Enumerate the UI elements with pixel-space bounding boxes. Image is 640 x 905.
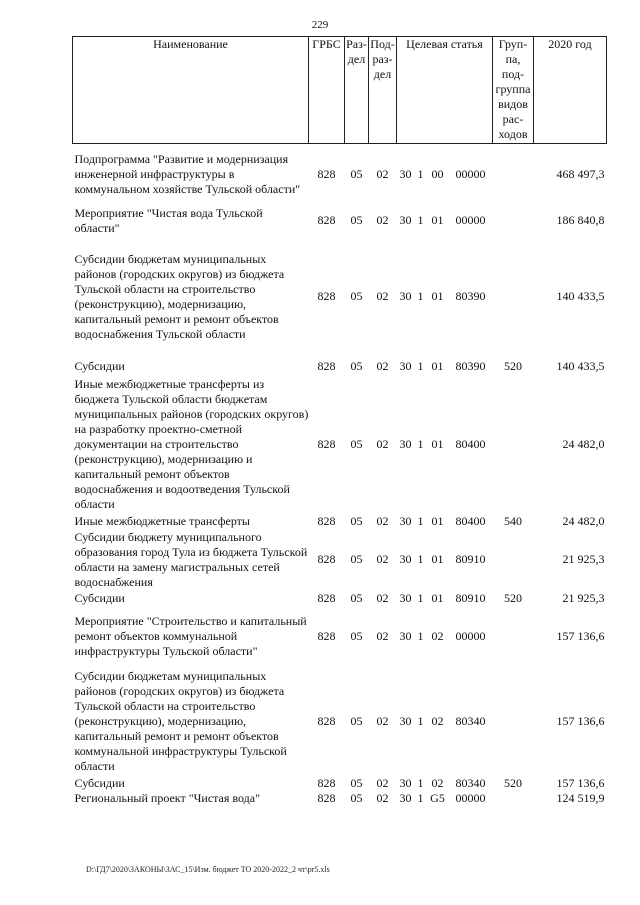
row-target-program: 30 [399, 167, 412, 182]
row-target-event: G5 [430, 790, 445, 805]
row-razdel: 05 [350, 437, 363, 451]
row-grbs: 828 [317, 775, 336, 790]
row-expense-group: 520 [504, 590, 522, 605]
row-razdel: 05 [350, 590, 363, 605]
row-target-subprogram: 1 [417, 213, 424, 227]
row-expense-group: 520 [504, 359, 522, 373]
row-target-direction: 80390 [455, 359, 486, 373]
row-target-subprogram: 1 [417, 629, 424, 643]
row-name: Подпрограмма "Развитие и модернизация инженерной инфраструктуры в коммунальном хозяйстве Тульской области" [74, 152, 301, 197]
row-amount: 186 840,8 [556, 213, 605, 227]
row-podrazdel: 02 [376, 437, 389, 451]
header-target: Целевая статья [397, 37, 493, 144]
row-target-program: 30 [399, 513, 412, 528]
row-target-event: 01 [431, 289, 444, 303]
footer-file-path: D:\ГД7\2020\ЗАКОНЫ\ЗАС_15\Изм. бюджет ТО 2020-2022_2 чт\pr5.xls [86, 865, 330, 874]
row-podrazdel: 02 [376, 790, 389, 805]
table-row [73, 358, 607, 376]
row-target-direction: 80400 [455, 513, 486, 528]
row-grbs: 828 [317, 790, 336, 805]
row-target-program: 30 [399, 629, 412, 643]
row-name: Субсидии бюджетам муниципальных районов (городских округов) из бюджета Тульской области на строительство (реконструкцию), модернизацию, капитальный ремонт и ремонт объектов коммунальной инфраструктуры Тульской области [74, 669, 287, 773]
row-target-event: 00 [431, 167, 444, 182]
row-amount: 21 925,3 [562, 590, 605, 605]
row-name: Мероприятие "Строительство и капитальный ремонт объектов коммунальной инфраструктуры Тульской области" [74, 614, 307, 658]
row-razdel: 05 [350, 629, 363, 643]
row-podrazdel: 02 [376, 590, 389, 605]
row-amount: 157 136,6 [556, 775, 605, 790]
row-target-program: 30 [399, 552, 412, 566]
header-razdel: Раз- дел [345, 37, 369, 144]
row-podrazdel: 02 [376, 213, 389, 227]
row-expense-group [493, 376, 534, 514]
row-target-subprogram: 1 [417, 775, 424, 790]
row-podrazdel: 02 [376, 714, 389, 728]
row-name: Субсидии бюджету муниципального образования город Тула из бюджета Тульской области на замену магистральных сетей водоснабжения [74, 529, 308, 589]
row-amount: 140 433,5 [556, 289, 605, 303]
row-target-subprogram: 1 [417, 714, 424, 728]
table-row [73, 529, 607, 591]
row-target-event: 01 [431, 359, 444, 373]
table-row [73, 591, 607, 606]
row-target-direction: 80910 [455, 590, 486, 605]
row-target-subprogram: 1 [417, 289, 424, 303]
row-expense-group: 540 [504, 513, 522, 528]
row-podrazdel: 02 [376, 552, 389, 566]
row-amount: 24 482,0 [562, 513, 605, 528]
row-target-program: 30 [399, 714, 412, 728]
row-grbs: 828 [317, 629, 336, 643]
row-grbs: 828 [317, 167, 336, 182]
row-target-subprogram: 1 [417, 590, 424, 605]
row-target-program: 30 [399, 289, 412, 303]
row-grbs: 828 [317, 590, 336, 605]
row-grbs: 828 [317, 289, 336, 303]
row-razdel: 05 [350, 714, 363, 728]
row-razdel: 05 [350, 213, 363, 227]
row-target-event: 01 [431, 552, 444, 566]
row-expense-group [493, 606, 534, 668]
row-target-direction: 80910 [455, 552, 486, 566]
row-podrazdel: 02 [376, 359, 389, 373]
row-target-direction: 80340 [455, 775, 486, 790]
row-podrazdel: 02 [376, 513, 389, 528]
row-expense-group [493, 529, 534, 591]
row-razdel: 05 [350, 790, 363, 805]
row-razdel: 05 [350, 513, 363, 528]
row-target-program: 30 [399, 437, 412, 451]
table-row [73, 206, 607, 236]
row-amount: 24 482,0 [562, 437, 605, 451]
row-grbs: 828 [317, 437, 336, 451]
row-target-event: 02 [431, 714, 444, 728]
row-target-direction: 00000 [455, 790, 486, 805]
row-target-direction: 00000 [455, 213, 486, 227]
row-target-subprogram: 1 [417, 437, 424, 451]
row-grbs: 828 [317, 213, 336, 227]
row-razdel: 05 [350, 359, 363, 373]
row-name: Мероприятие "Чистая вода Тульской области" [74, 205, 263, 235]
row-amount: 468 497,3 [556, 167, 605, 182]
row-podrazdel: 02 [376, 775, 389, 790]
page-number: 229 [311, 19, 329, 31]
row-target-event: 01 [431, 513, 444, 528]
table-row [73, 236, 607, 358]
row-target-direction: 00000 [455, 629, 486, 643]
row-amount: 140 433,5 [556, 359, 605, 373]
row-name: Субсидии [74, 359, 125, 373]
row-razdel: 05 [350, 552, 363, 566]
header-podrazdel: Под- раз- дел [369, 37, 397, 144]
table-row [73, 376, 607, 514]
row-grbs: 828 [317, 513, 336, 528]
budget-table [72, 36, 607, 806]
row-grbs: 828 [317, 359, 336, 373]
row-target-event: 01 [431, 437, 444, 451]
row-expense-group: 520 [504, 775, 522, 790]
row-amount: 157 136,6 [556, 714, 605, 728]
header-grbs: ГРБС [309, 37, 345, 144]
row-target-program: 30 [399, 359, 412, 373]
row-amount: 124 519,9 [556, 790, 605, 805]
row-podrazdel: 02 [376, 167, 389, 182]
header-row [73, 37, 607, 144]
header-name: Наименование [73, 37, 309, 144]
row-target-program: 30 [399, 590, 412, 605]
row-target-subprogram: 1 [417, 790, 424, 805]
row-target-program: 30 [399, 775, 412, 790]
table-row [73, 791, 607, 806]
row-target-direction: 80400 [455, 437, 486, 451]
row-target-subprogram: 1 [417, 167, 424, 182]
row-target-direction: 00000 [455, 167, 486, 182]
row-target-subprogram: 1 [417, 359, 424, 373]
row-amount: 157 136,6 [556, 629, 605, 643]
row-target-subprogram: 1 [417, 513, 424, 528]
row-target-program: 30 [399, 213, 412, 227]
row-expense-group [493, 668, 534, 776]
row-expense-group [493, 206, 534, 236]
row-target-event: 02 [431, 629, 444, 643]
row-razdel: 05 [350, 289, 363, 303]
table-row [73, 668, 607, 776]
row-expense-group [493, 791, 534, 806]
row-name: Субсидии [74, 590, 125, 605]
row-target-program: 30 [399, 790, 412, 805]
table-row [73, 606, 607, 668]
table-row [73, 514, 607, 529]
row-name: Иные межбюджетные трансферты [74, 513, 250, 528]
row-target-direction: 80390 [455, 289, 486, 303]
header-year: 2020 год [534, 37, 607, 144]
row-target-direction: 80340 [455, 714, 486, 728]
row-name: Субсидии бюджетам муниципальных районов (городских округов) из бюджета Тульской области на строительство (реконструкцию), модернизацию, капитальный ремонт и ремонт объектов водоснабжения Тульской области [74, 251, 285, 341]
row-target-event: 02 [431, 775, 444, 790]
table-row [73, 776, 607, 791]
row-name: Субсидии [74, 775, 125, 790]
row-target-event: 01 [431, 590, 444, 605]
row-razdel: 05 [350, 775, 363, 790]
row-target-event: 01 [431, 213, 444, 227]
row-name: Региональный проект "Чистая вода" [74, 790, 260, 805]
row-expense-group [493, 236, 534, 358]
row-amount: 21 925,3 [562, 552, 605, 566]
row-podrazdel: 02 [376, 289, 389, 303]
row-grbs: 828 [317, 552, 336, 566]
table-row [73, 144, 607, 206]
row-podrazdel: 02 [376, 629, 389, 643]
header-group: Груп- па, под- группа видов рас- ходов [493, 37, 534, 144]
row-razdel: 05 [350, 167, 363, 182]
row-grbs: 828 [317, 714, 336, 728]
row-expense-group [493, 144, 534, 206]
row-name: Иные межбюджетные трансферты из бюджета Тульской области бюджетам муниципальных районов (городских округов) на разработку проектно-сметной документации на строительство (реконструкцию), модернизацию и капитальный ремонт объектов водоснабжения и водоотведения Тульской области [74, 377, 309, 511]
row-target-subprogram: 1 [417, 552, 424, 566]
